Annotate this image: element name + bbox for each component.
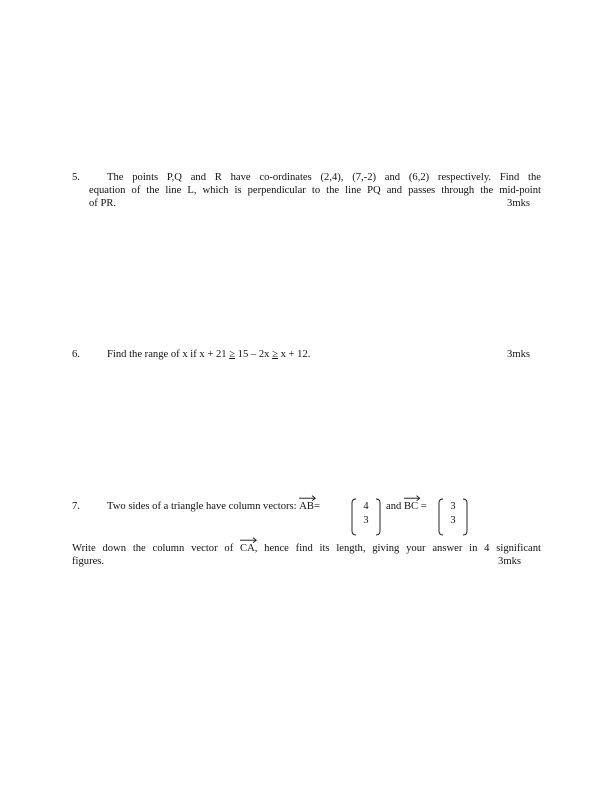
vector-bc-label: BC (404, 501, 418, 512)
question-number: 6. (72, 349, 80, 360)
question-text-line: of PR. (89, 198, 117, 209)
question-text-part: 15 – 2x (235, 349, 273, 360)
marks-label: 3mks (498, 556, 521, 567)
question-text-line: figures. (72, 556, 105, 567)
equals-sign: = (420, 501, 427, 512)
marks-label: 3mks (507, 349, 530, 360)
vector-arrow-icon (404, 495, 420, 501)
question-text-line (72, 543, 541, 554)
question-text-part: and (386, 501, 404, 512)
question-text-part: Write down the column vector of (72, 543, 241, 554)
vector-ca-label: CA (240, 543, 255, 554)
question-text-part: x + 12. (277, 349, 311, 360)
inequality-symbol: ≥ (229, 349, 236, 360)
question-text (107, 349, 310, 360)
column-vector-ab (349, 497, 383, 537)
question-text-part: Find the range of x if x + 21 (107, 349, 230, 360)
vector-component: 4 (363, 501, 369, 512)
question-text-line (386, 501, 427, 512)
question-text-line: The points P,Q and R have co-ordinates (2,4), (7,-2) and (6,2) respectively. Find the (107, 172, 541, 183)
question-number: 5. (72, 172, 80, 183)
question-text-part: , hence find its length, giving your answer in 4 significant (254, 543, 541, 554)
inequality-symbol: ≥ (272, 349, 278, 360)
column-vector-bc (436, 497, 470, 537)
question-text-line: equation of the line L, which is perpendicular to the line PQ and passes through the mid-point (89, 185, 541, 196)
vector-arrow-icon (299, 495, 316, 501)
marks-label: 3mks (507, 198, 530, 209)
question-text-line (107, 501, 320, 512)
vector-ab-label: AB (299, 501, 314, 512)
vector-arrow-icon (240, 537, 257, 543)
question-text-part: Two sides of a triangle have column vectors: (107, 501, 300, 512)
question-number: 7. (72, 501, 80, 512)
vector-component: 3 (450, 501, 456, 512)
vector-component: 3 (363, 515, 369, 526)
vector-component: 3 (450, 515, 456, 526)
equals-sign: = (313, 501, 320, 512)
